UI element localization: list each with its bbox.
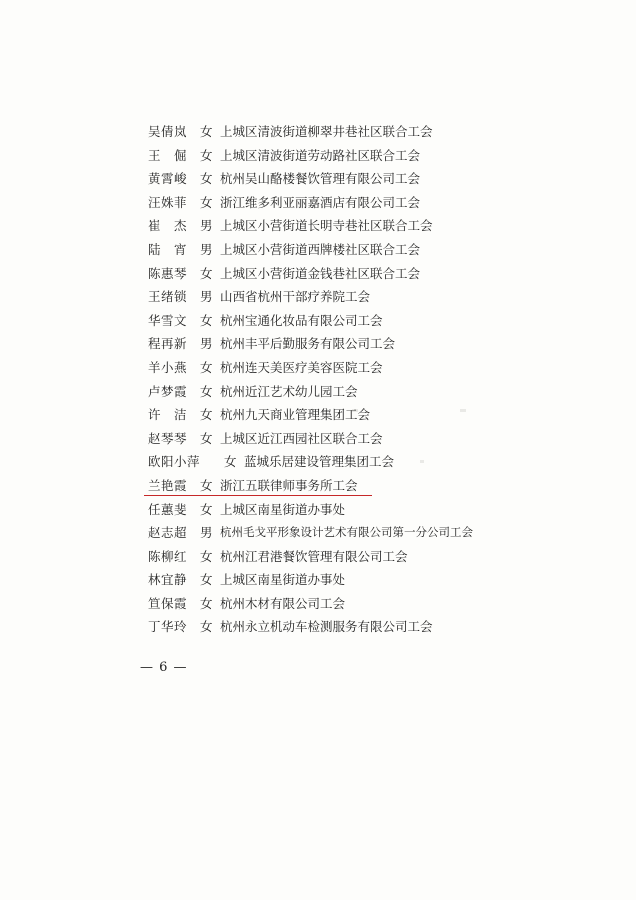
person-unit: 上城区南星街道办事处 [220, 501, 346, 517]
person-name: 黄霄峻 [148, 171, 188, 187]
person-gender: 女 [224, 454, 237, 470]
person-gender: 女 [200, 171, 213, 187]
person-unit: 杭州连天美医疗美容医院工会 [220, 359, 383, 375]
person-name: 笪保霞 [148, 595, 188, 611]
person-name: 华雪文 [148, 312, 188, 328]
award-name-list [148, 120, 588, 639]
list-row [148, 450, 588, 474]
person-name: 程再新 [148, 336, 188, 352]
person-unit: 杭州丰平后勤服务有限公司工会 [220, 336, 396, 352]
person-name: 陈惠琴 [148, 265, 188, 281]
person-name: 丁华玲 [148, 619, 188, 635]
person-name: 任蕙斐 [148, 501, 188, 517]
list-row [148, 144, 588, 168]
person-unit: 上城区清波街道柳翠井巷社区联合工会 [220, 124, 433, 139]
list-row [148, 191, 588, 215]
list-row [148, 309, 588, 333]
list-row [148, 403, 588, 427]
list-row [148, 521, 588, 545]
person-name: 赵琴琴 [148, 430, 188, 446]
list-row [148, 498, 588, 522]
person-unit: 上城区小营街道金钱巷社区联合工会 [220, 265, 421, 281]
person-gender: 男 [200, 525, 213, 541]
person-name: 王 倔 [148, 147, 188, 163]
person-gender: 女 [200, 430, 213, 446]
person-name: 许 洁 [148, 407, 188, 423]
person-gender: 女 [200, 265, 213, 281]
list-row [148, 568, 588, 592]
person-name: 卢梦霞 [148, 383, 188, 399]
list-row [148, 120, 588, 144]
person-unit: 杭州近江艺术幼儿园工会 [220, 383, 358, 399]
person-gender: 女 [200, 619, 213, 635]
list-row [148, 592, 588, 616]
list-row [148, 380, 588, 404]
list-row [148, 332, 588, 356]
person-gender: 女 [200, 359, 213, 375]
person-gender: 女 [200, 147, 213, 163]
person-unit: 上城区清波街道劳动路社区联合工会 [220, 147, 421, 163]
person-gender: 男 [200, 218, 213, 234]
person-unit: 杭州江君港餐饮管理有限公司工会 [220, 548, 408, 564]
list-row [148, 545, 588, 569]
person-unit: 上城区小营街道长明寺巷社区联合工会 [220, 218, 433, 234]
person-unit: 上城区近江西园社区联合工会 [220, 430, 383, 446]
person-name: 欧阳小萍 [148, 454, 201, 470]
person-unit: 杭州宝通化妆品有限公司工会 [220, 312, 383, 328]
list-row [148, 262, 588, 286]
list-row [148, 167, 588, 191]
person-name: 赵志超 [148, 525, 188, 541]
list-row-highlighted [148, 474, 588, 498]
person-gender: 男 [200, 241, 213, 257]
person-gender: 男 [200, 289, 213, 305]
person-gender: 女 [200, 194, 213, 210]
person-gender: 女 [200, 572, 213, 588]
person-name: 林宜静 [148, 572, 188, 588]
list-row [148, 214, 588, 238]
person-name: 兰艳霞 [148, 477, 188, 493]
person-gender: 女 [200, 501, 213, 517]
person-unit: 杭州永立机动车检测服务有限公司工会 [220, 619, 433, 635]
person-name: 汪姝菲 [148, 194, 188, 210]
list-row [148, 285, 588, 309]
person-gender: 男 [200, 336, 213, 352]
person-name: 崔 杰 [148, 218, 188, 234]
person-gender: 女 [200, 477, 213, 493]
person-unit: 杭州九天商业管理集团工会 [220, 407, 371, 423]
person-unit: 杭州吴山酪楼餐饮管理有限公司工会 [220, 171, 421, 187]
page-number: — 6 — [140, 660, 188, 675]
list-row [148, 356, 588, 380]
person-name: 陈柳红 [148, 548, 188, 564]
person-name: 吴倩岚 [148, 124, 188, 139]
person-unit: 山西省杭州干部疗养院工会 [220, 289, 371, 305]
list-row [148, 427, 588, 451]
person-name: 王绪锁 [148, 289, 188, 305]
person-unit: 杭州毛戈平形象设计艺术有限公司第一分公司工会 [220, 525, 473, 540]
person-gender: 女 [200, 312, 213, 328]
person-unit: 浙江五联律师事务所工会 [220, 477, 358, 493]
person-name: 羊小燕 [148, 359, 188, 375]
person-unit: 杭州木材有限公司工会 [220, 595, 346, 611]
person-unit: 上城区小营街道西牌楼社区联合工会 [220, 241, 421, 257]
person-unit: 上城区南星街道办事处 [220, 572, 346, 588]
list-row [148, 615, 588, 639]
person-gender: 女 [200, 407, 213, 423]
person-gender: 女 [200, 124, 213, 139]
person-gender: 女 [200, 595, 213, 611]
red-underline [144, 495, 372, 497]
list-row [148, 238, 588, 262]
person-gender: 女 [200, 383, 213, 399]
person-name: 陆 宵 [148, 241, 188, 257]
person-unit: 蓝城乐居建设管理集团工会 [244, 454, 395, 470]
person-unit: 浙江维多利亚丽嘉酒店有限公司工会 [220, 194, 421, 210]
person-gender: 女 [200, 548, 213, 564]
